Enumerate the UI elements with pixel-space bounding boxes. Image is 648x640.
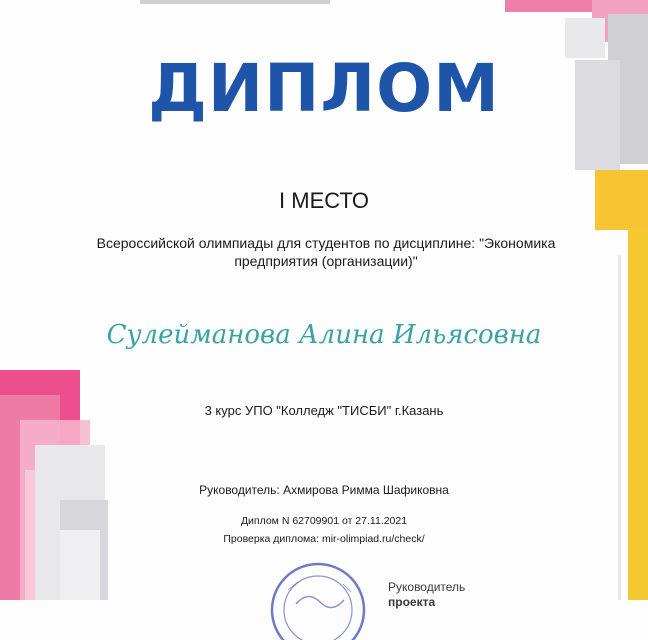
place-label: I МЕСТО bbox=[279, 188, 369, 213]
seal-stamp-icon bbox=[258, 560, 378, 640]
decor-stripe-gray bbox=[618, 255, 621, 600]
signature-label: Руководитель bbox=[388, 580, 466, 594]
diploma-title: ДИПЛОМ bbox=[148, 50, 500, 127]
recipient-name: Сулейманова Алина Ильясовна bbox=[106, 320, 542, 350]
diploma-number: Диплом N 62709901 от 27.11.2021 bbox=[240, 515, 408, 527]
course-institution: 3 курс УПО "Колледж "ТИСБИ" г.Казань bbox=[204, 403, 444, 418]
olympiad-description: Всероссийской олимпиады для студентов по дисциплине: "Экономика предприятия (организации)" bbox=[96, 235, 556, 269]
signature-label-2: проекта bbox=[388, 595, 436, 609]
top-decor-line bbox=[140, 0, 330, 4]
supervisor-line: Руководитель: Ахмирова Римма Шафиковна bbox=[199, 483, 449, 497]
verification-link: Проверка диплома: mir-olimpiad.ru/check/ bbox=[223, 533, 425, 545]
